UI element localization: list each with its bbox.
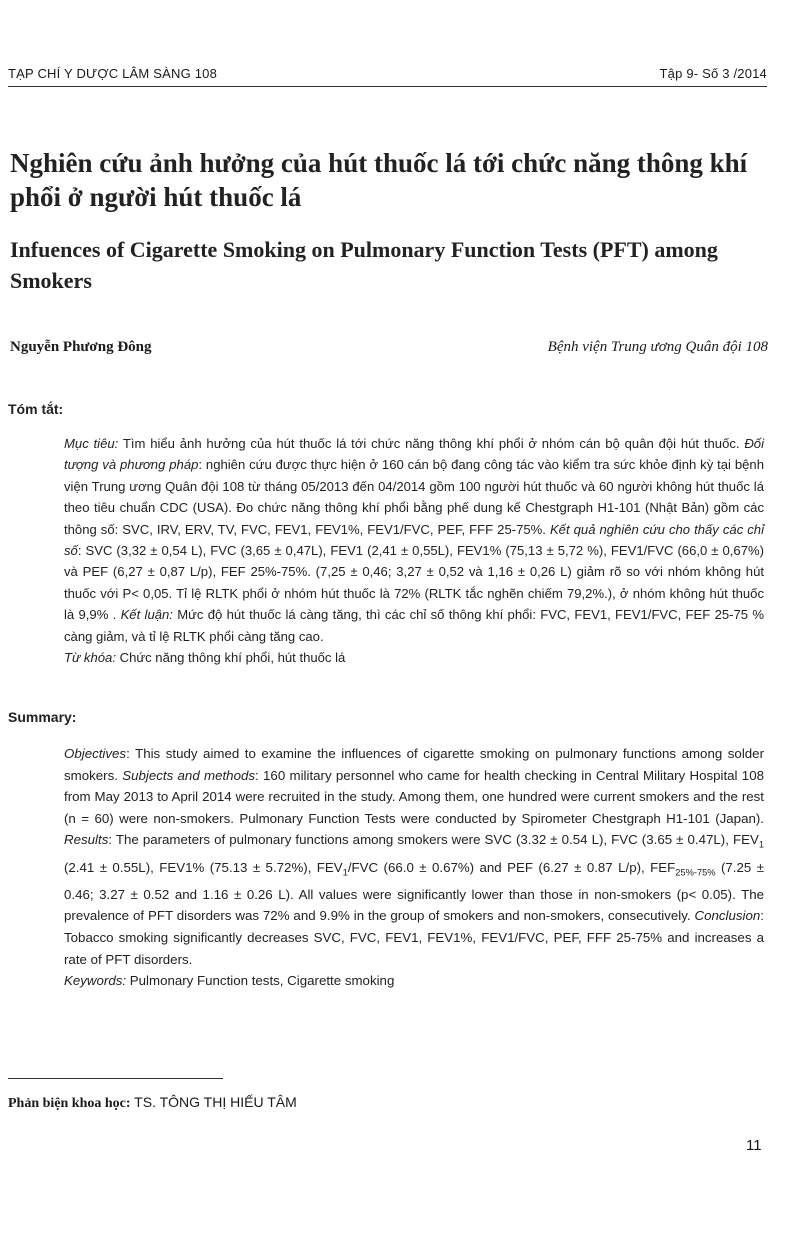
author-affiliation: Bệnh viện Trung ương Quân đội 108 — [547, 339, 768, 355]
conclusion-text: Mức độ hút thuốc lá càng tăng, thì các chỉ số thông khí phổi: FVC, FEV1, FEV1/FVC, FEF 25-75 % càng giảm, và tỉ lệ RLTK phổi càng tăng cao. — [64, 607, 765, 644]
summary-heading: Summary: — [8, 709, 77, 725]
page-number: 11 — [746, 1137, 762, 1154]
methods-label: Đối tượng và phương pháp — [64, 436, 764, 473]
issue-info: Tập 9- Số 3 /2014 — [659, 66, 767, 81]
reviewer-label: Phản biện khoa học: — [8, 1096, 131, 1111]
subscript-1: 1 — [758, 840, 764, 851]
keywords-text: Chức năng thông khí phổi, hút thuốc lá — [115, 650, 346, 666]
subscript-2: 1 — [342, 867, 348, 878]
summary-body — [64, 743, 764, 970]
keywords-line-en — [64, 970, 764, 992]
conclusion-label: Kết luận: — [120, 607, 173, 623]
author-name: Nguyễn Phương Đông — [10, 339, 152, 355]
keywords-text-en: Pulmonary Function tests, Cigarette smoking — [126, 973, 395, 989]
results-text-4: (7.25 ± 0.46; 3.27 ± 0.52 and 1.16 ± 0.26 L). All values were significantly lower than those in non-smokers (p< 0.05). The prevalence of PFT disorders was 72% and 9.9% in the group of smokers and non-smokers, consecutively. — [64, 859, 764, 924]
results-label-en: Results — [64, 832, 109, 848]
keywords-label: Từ khóa: — [64, 650, 116, 666]
objectives-text: : This study aimed to examine the influences of cigarette smoking on pulmonary functions among solder smokers. — [64, 746, 764, 783]
conclusion-text-en: : Tobacco smoking significantly decreases SVC, FVC, FEV1, FEV1%, FEV1/FVC, PEF, FFF 25-75% and increases a rate of PFT disorders. — [64, 908, 764, 967]
objectives-label: Objectives — [64, 746, 127, 761]
methods-label-en: Subjects and methods — [122, 767, 256, 783]
journal-name: TẠP CHÍ Y DƯỢC LÂM SÀNG 108 — [8, 66, 217, 81]
abstract-vietnamese — [64, 433, 764, 668]
author-line — [10, 339, 768, 356]
results-text-1: : The parameters of pulmonary functions among smokers were SVC (3.32 ± 0.54 L), FVC (3.65 ± 0.47L), FEV — [108, 832, 759, 848]
abstract-body — [64, 433, 764, 647]
running-header — [8, 66, 767, 87]
footnote-divider — [8, 1078, 223, 1079]
title-english: Infuences of Cigarette Smoking on Pulmonary Function Tests (PFT) among Smokers — [10, 237, 718, 293]
abstract-heading: Tóm tắt: — [8, 401, 64, 417]
title-vietnamese: Nghiên cứu ảnh hưởng của hút thuốc lá tới chức năng thông khí phổi ở người hút thuốc lá — [10, 148, 748, 212]
results-text-2: (2.41 ± 0.55L), FEV1% (75.13 ± 5.72%), FEV — [64, 859, 343, 875]
results-label: Kết quả nghiên cứu cho thấy các chỉ số — [64, 521, 764, 559]
methods-text: : nghiên cứu được thực hiện ở 160 cán bộ đang công tác vào kiểm tra sức khỏe định kỳ tại bệnh viện Trung ương Quân đội 108 từ tháng 05/2013 đến 04/2014 gồm 100 người hút thuốc và 60 người không hút thuốc lá theo tiêu chuẩn CDC (USA). Đo chức năng thông khí phổi bằng phế dung kế Chestgraph H1-101 (Nhật Bản) gồm các thông số: SVC, IRV, ERV, TV, FVC, FEV1, FEV1%, FEV1/FVC, PEF, FFF 25-75%. — [64, 457, 764, 537]
results-text: : SVC (3,32 ± 0,54 L), FVC (3,65 ± 0,47L), FEV1 (2,41 ± 0,55L), FEV1% (75,13 ± 5,72 %), FEV1/FVC (66,0 ± 0,67%) và PEF (6,27 ± 0,87 L/p), FEF 25%-75%. (7,25 ± 0,46; 3,27 ± 0,52 và 1,16 ± 0,26 L) giảm rõ so với nhóm không hút thuốc với P< 0,05. Tỉ lệ RLTK phổi ở nhóm hút thuốc là 72% (RLTK tắc nghẽn chiếm 79,2%.), ở nhóm không hút thuốc là 9,9% . — [64, 543, 764, 623]
objective-text: Tìm hiểu ảnh hưởng của hút thuốc lá tới chức năng thông khí phổi ở nhóm cán bộ quân đội hút thuốc. — [118, 436, 745, 451]
results-text-3: /FVC (66.0 ± 0.67%) and PEF (6.27 ± 0.87 L/p), FEF — [347, 859, 676, 875]
summary-english — [64, 743, 764, 992]
keywords-label-en: Keywords: — [64, 973, 127, 989]
reviewer-name: TS. TÔNG THỊ HIẾU TÂM — [130, 1094, 297, 1110]
keywords-line — [64, 647, 764, 668]
subscript-3: 25%-75% — [675, 867, 716, 878]
methods-text-en: : 160 military personnel who came for health checking in Central Military Hospital 108 from May 2013 to April 2014 were recruited in the study. Among them, one hundred were current smokers and the rest (n = 60) were non-smokers. Pulmonary Function Tests were conducted by Spirometer Chestgraph H1-101 (Japan). — [64, 767, 764, 826]
reviewer-footnote — [8, 1094, 297, 1112]
conclusion-label-en: Conclusion — [694, 908, 761, 924]
objective-label: Mục tiêu: — [64, 436, 119, 451]
